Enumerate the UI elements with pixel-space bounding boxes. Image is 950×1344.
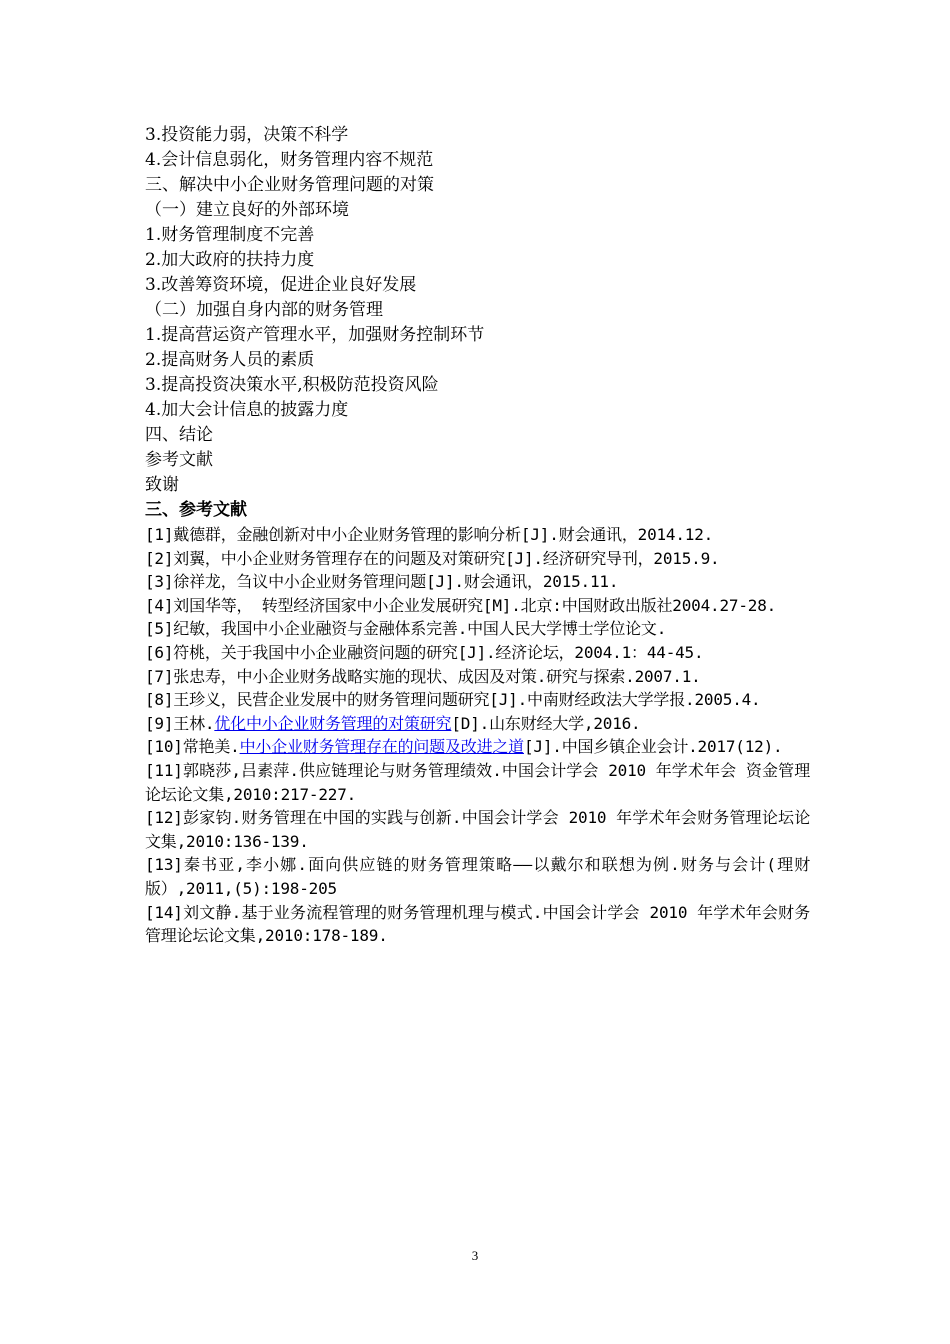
reference-text: [7]张忠寿，中小企业财务战略实施的现状、成因及对策.研究与探索.2007.1. [145,666,701,686]
outline-line: 致谢 [145,475,179,495]
outline-line: 4.加大会计信息的披露力度 [145,400,349,420]
reference-item [145,594,810,618]
outline-line: 3.投资能力弱，决策不科学 [145,125,349,145]
outline-line: 3.改善筹资环境，促进企业良好发展 [145,275,417,295]
outline-line: 三、解决中小企业财务管理问题的对策 [145,175,434,195]
outline-line: 1.财务管理制度不完善 [145,225,315,245]
reference-text: [10]常艳美. [145,737,240,757]
outline-line: 四、结论 [145,425,213,445]
reference-text: [1]戴德群，金融创新对中小企业财务管理的影响分析[J].财会通讯，2014.12. [145,525,714,544]
reference-text: [14]刘文静.基于业务流程管理的财务管理机理与模式.中国会计学会 2010 年学术年会财务管理论坛论文集,2010:178-189. [145,902,810,946]
reference-text: [2]刘翼，中小企业财务管理存在的问题及对策研究[J].经济研究导刊，2015.9. [145,548,720,568]
reference-item [145,901,810,948]
outline-line: （二）加强自身内部的财务管理 [145,300,383,320]
outline-list [145,123,815,523]
reference-text: [3]徐祥龙，刍议中小企业财务管理问题[J].财会通讯，2015.11. [145,572,619,592]
reference-item [145,547,810,571]
reference-text: [8]王珍义，民营企业发展中的财务管理问题研究[J].中南财经政法大学学报.2005.4. [145,690,761,710]
reference-text: [12]彭家钧.财务管理在中国的实践与创新.中国会计学会 2010 年学术年会财务管理论坛论文集,2010:136-139. [145,808,810,851]
references-heading: 三、参考文献 [145,500,247,520]
outline-line: 2.加大政府的扶持力度 [145,250,315,270]
outline-line: （一）建立良好的外部环境 [145,200,349,220]
reference-text: [D].山东财经大学,2016. [451,713,641,733]
reference-item [145,759,810,806]
reference-item [145,617,810,641]
page-number: 3 [471,1248,479,1263]
reference-text: [5]纪敏，我国中小企业融资与金融体系完善.中国人民大学博士学位论文. [145,619,667,639]
reference-item [145,641,810,665]
outline-line: 4.会计信息弱化，财务管理内容不规范 [145,150,434,170]
reference-item [145,570,810,594]
reference-text: [11]郭晓莎,吕素萍.供应链理论与财务管理绩效.中国会计学会 2010 年学术年会 资金管理论坛论文集,2010:217-227. [145,760,810,804]
reference-text: [4]刘国华等， 转型经济国家中小企业发展研究[M].北京:中国财政出版社2004.27-28. [145,595,777,615]
outline-line: 2.提高财务人员的素质 [145,350,315,370]
reference-item [145,806,810,853]
reference-text: [13]秦书亚,李小娜.面向供应链的财务管理策略——以戴尔和联想为例.财务与会计(理财版）,2011,(5):198-205 [145,855,810,898]
reference-link[interactable]: 中小企业财务管理存在的问题及改进之道 [239,737,524,757]
reference-text: [J].中国乡镇企业会计.2017(12). [523,737,783,757]
reference-item [145,665,810,689]
reference-text: [6]符桃，关于我国中小企业融资问题的研究[J].经济论坛，2004.1：44-45. [145,642,704,662]
outline-line: 1.提高营运资产管理水平，加强财务控制环节 [145,325,485,345]
outline-line: 3.提高投资决策水平,积极防范投资风险 [145,375,439,395]
reference-item [145,853,810,900]
reference-text: [9]王林. [145,713,215,733]
reference-list [145,523,810,948]
reference-item [145,523,810,547]
reference-item [145,688,810,712]
outline-line: 参考文献 [145,450,213,470]
reference-item [145,712,810,736]
reference-link[interactable]: 优化中小企业财务管理的对策研究 [214,713,452,733]
reference-item [145,735,810,759]
